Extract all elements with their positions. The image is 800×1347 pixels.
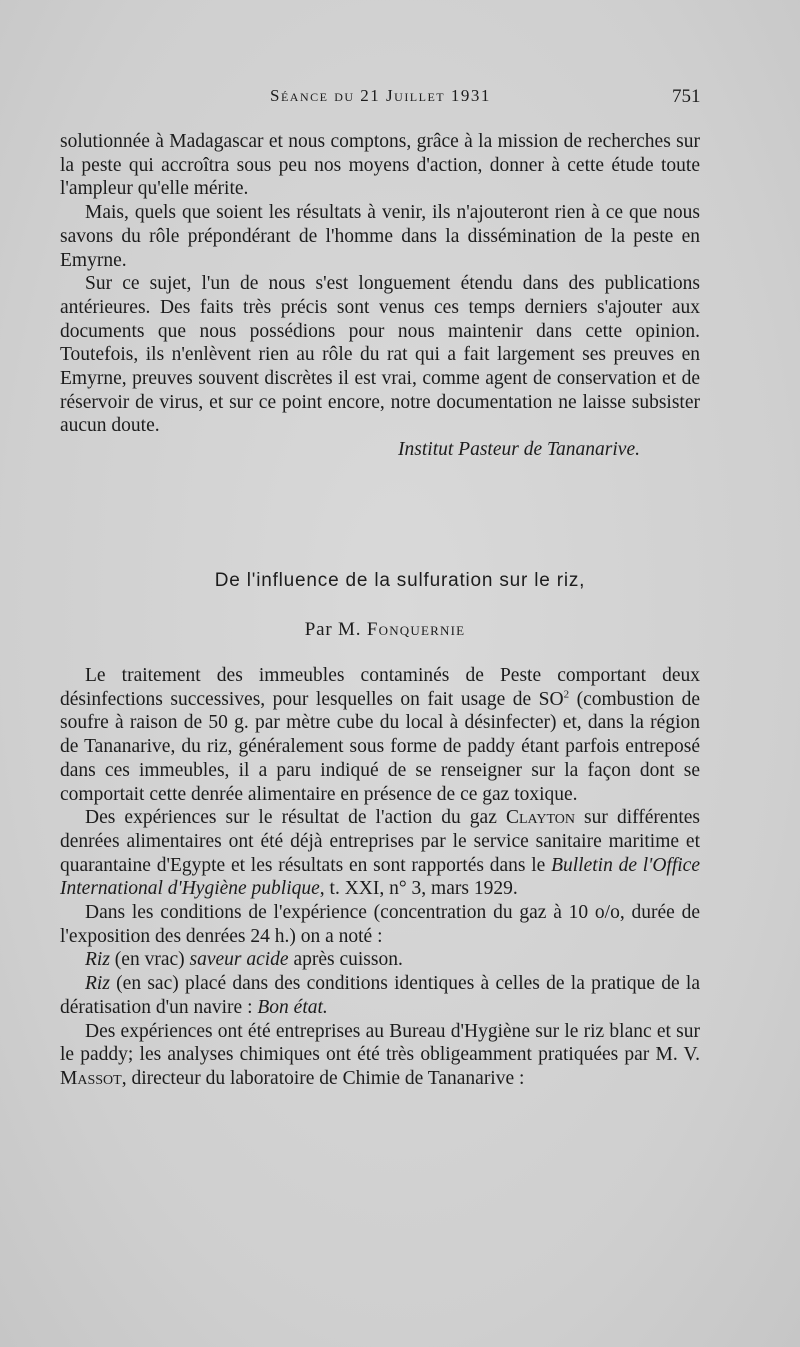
item-label: Riz xyxy=(85,949,110,971)
author-signature: Institut Pasteur de Tananarive. xyxy=(398,439,640,461)
paragraph xyxy=(60,806,700,901)
article-title: De l'influence de la sulfuration sur le riz, xyxy=(214,570,586,591)
running-title: Séance du 21 Juillet 1931 xyxy=(270,86,491,105)
item-label: Riz xyxy=(85,973,110,995)
journal-title: Bulletin de l'Office International d'Hygiène publique xyxy=(60,854,700,900)
text-run: (combustion de soufre à raison de 50 g. par mètre cube du local à désinfecter) et, dans la région de Tananarive, du riz, généralement sous forme de paddy étant parfois entreposé dans ces immeubles, il a paru indiqué de se renseigner sur la façon dont se comportait cette denrée alimentaire en présence de ce gaz toxique. xyxy=(60,688,700,805)
byline-prefix: Par M. xyxy=(304,619,362,640)
text-run: Des expériences ont été entreprises au Bureau d'Hygiène sur le riz blanc et sur le paddy; les analyses chimiques ont été très obligeamment pratiquées par M. V. xyxy=(60,1020,700,1066)
paragraph xyxy=(60,1020,700,1091)
text-run: , t. XXI, n° 3, mars 1929. xyxy=(319,878,518,900)
text-run: Des expériences sur le résultat de l'action du gaz xyxy=(85,807,506,829)
text-run: sur différentes denrées alimentaires ont été déjà entreprises par le service sanitaire maritime et quarantaine d'Egypte et les résultats en sont rapportés dans le xyxy=(60,807,700,876)
person-name: Clayton xyxy=(505,807,575,829)
paragraph: Sur ce sujet, l'un de nous s'est longuement étendu dans des publications antérieures. Des faits très précis sont venus ces temps derniers s'ajouter aux documents que nous possédions pour nous maintenir dans cette opinion. Toutefois, ils n'enlèvent rien au rôle du rat qui a fait largement ses preuves en Emyrne, preuves souvent discrètes il est vrai, comme agent de conservation et de réservoir de virus, et sur ce point encore, notre documentation ne laisse subsister aucun doute. xyxy=(60,273,700,437)
article-byline xyxy=(0,619,770,641)
article-body xyxy=(60,664,700,1091)
paragraph: Dans les conditions de l'expérience (concentration du gaz à 10 o/o, durée de l'exposition des denrées 24 h.) on a noté : xyxy=(60,902,700,947)
text-run: Le traitement des immeubles contaminés de Peste comportant deux désinfections successives, pour lesquelles on fait usage de SO xyxy=(60,665,700,710)
byline-author: Fonquernie xyxy=(366,619,466,640)
paragraph xyxy=(60,972,700,1019)
text-run: (en sac) placé dans des conditions identiques à celles de la pratique de la dératisation d'un navire : xyxy=(60,973,700,1018)
paragraph: Mais, quels que soient les résultats à venir, ils n'ajouteront rien à ce que nous savons du rôle prépondérant de l'homme dans la dissémination de la peste en Emyrne. xyxy=(60,202,700,271)
paragraph: solutionnée à Madagascar et nous comptons, grâce à la mission de recherches sur la peste qui accroîtra sous peu nos moyens d'action, donner à cette étude toute l'ampleur qu'elle mérite. xyxy=(60,131,700,200)
text-run: après cuisson. xyxy=(288,949,403,971)
person-name: Massot xyxy=(60,1067,122,1089)
previous-article-ending xyxy=(60,130,700,462)
paragraph xyxy=(60,664,700,806)
paragraph xyxy=(60,948,700,972)
result-text: saveur acide xyxy=(189,949,289,971)
superscript: 2 xyxy=(563,688,570,701)
text-run: , directeur du laboratoire de Chimie de Tananarive : xyxy=(121,1067,525,1089)
text-run: (en vrac) xyxy=(109,949,190,971)
running-header xyxy=(0,86,800,114)
result-text: Bon état. xyxy=(257,996,328,1018)
page-number: 751 xyxy=(672,86,701,107)
